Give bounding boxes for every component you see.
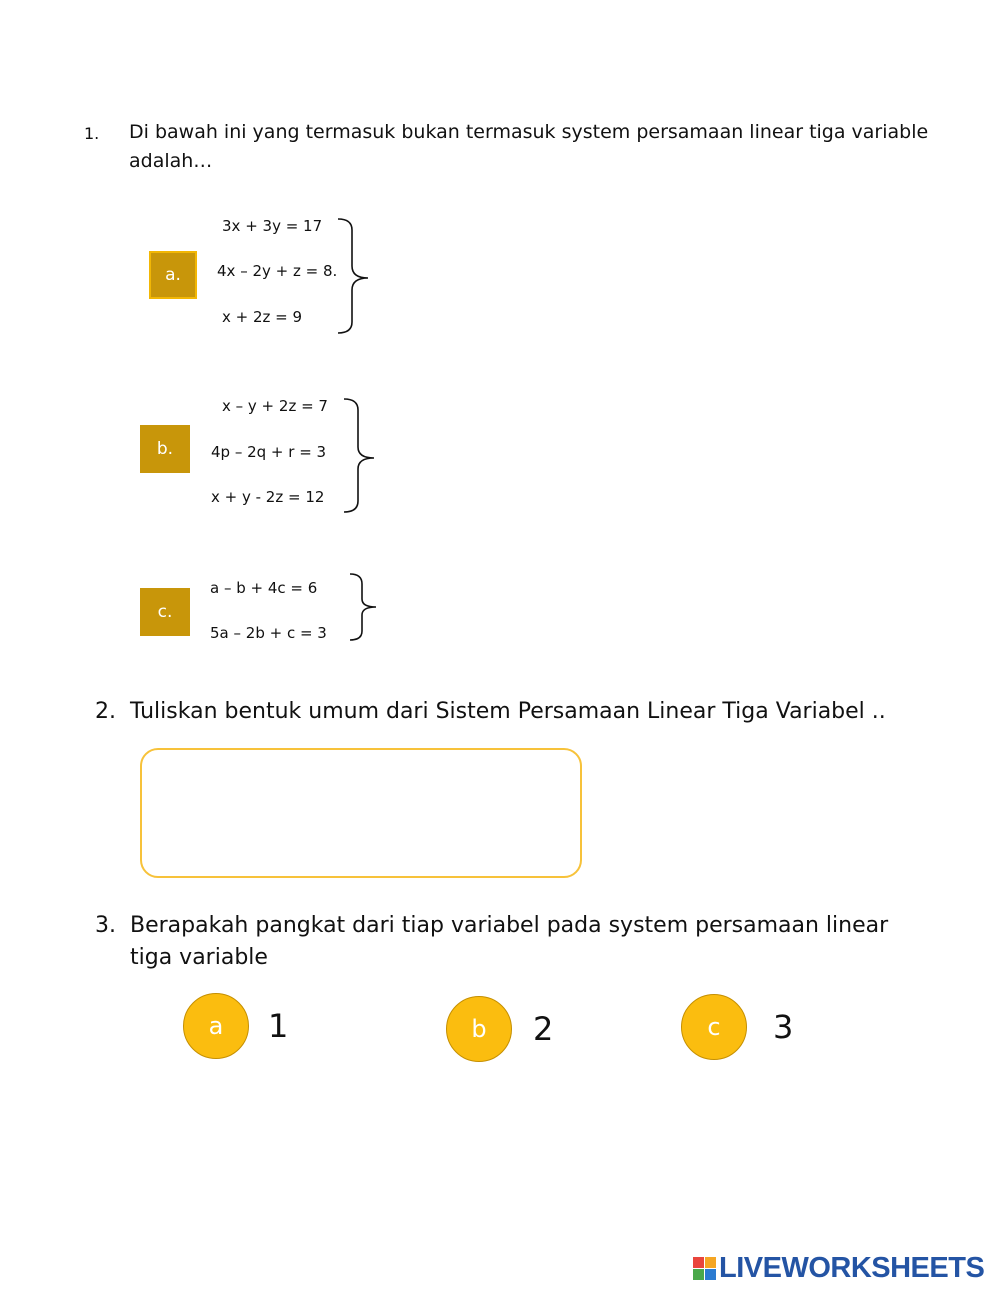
option-c-equation-1: a – b + 4c = 6 — [210, 579, 318, 597]
option-a-equation-2: 4x – 2y + z = 8. — [217, 262, 338, 280]
option-a-brace — [334, 214, 374, 340]
question-2-number: 2. — [95, 699, 116, 724]
option-a-button[interactable]: a. — [149, 251, 197, 299]
choice-c-value: 3 — [773, 1008, 794, 1046]
option-c-button[interactable]: c. — [140, 588, 190, 636]
liveworksheets-wordmark: LIVEWORKSHEETS — [719, 1252, 985, 1284]
question-2-text: Tuliskan bentuk umum dari Sistem Persamaan Linear Tiga Variabel .. — [130, 699, 886, 724]
option-c-brace — [346, 570, 386, 646]
liveworksheets-logo — [693, 1252, 984, 1285]
option-b-brace — [340, 394, 380, 520]
liveworksheets-logo-icon — [693, 1256, 717, 1282]
question-3-number: 3. — [95, 913, 116, 938]
choice-a-value: 1 — [268, 1007, 289, 1045]
choice-b-value: 2 — [533, 1010, 554, 1048]
option-b-equation-2: 4p – 2q + r = 3 — [211, 443, 327, 461]
question-1-number: 1. — [84, 124, 100, 143]
choice-b-button[interactable]: b — [446, 996, 512, 1062]
option-b-equation-3: x + y - 2z = 12 — [211, 488, 325, 506]
option-a-equation-1: 3x + 3y = 17 — [222, 217, 323, 235]
option-c-equation-2: 5a – 2b + c = 3 — [210, 624, 327, 642]
option-b-button[interactable]: b. — [140, 425, 190, 473]
choice-c-button[interactable]: c — [681, 994, 747, 1060]
option-b-equation-1: x – y + 2z = 7 — [222, 397, 328, 415]
question-1-text-line1: Di bawah ini yang termasuk bukan termasuk system persamaan linear tiga variable — [129, 121, 929, 143]
choice-a-button[interactable]: a — [183, 993, 249, 1059]
option-a-equation-3: x + 2z = 9 — [222, 308, 303, 326]
answer-text-box[interactable] — [140, 748, 582, 878]
question-3-text-line1: Berapakah pangkat dari tiap variabel pada system persamaan linear — [130, 913, 889, 938]
question-3-text-line2: tiga variable — [130, 945, 268, 970]
question-1-text-line2: adalah… — [129, 150, 213, 172]
